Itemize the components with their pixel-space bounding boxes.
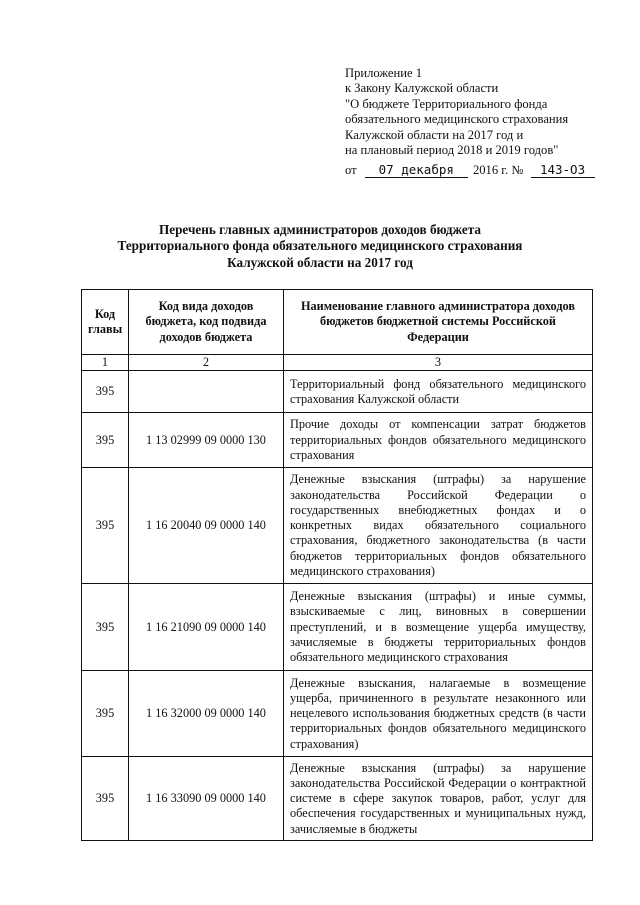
- table-row: [82, 584, 593, 671]
- header-revenue-code: Код вида доходов бюджета, код подвида доходов бюджета: [129, 290, 284, 355]
- chapter-cell: 395: [82, 584, 129, 671]
- law-number: 143-ОЗ: [531, 163, 595, 178]
- title-line: Территориального фонда обязательного медицинского страхования: [117, 238, 523, 254]
- code-cell: 1 16 20040 09 0000 140: [129, 468, 284, 584]
- code-cell: 1 16 32000 09 0000 140: [129, 671, 284, 757]
- appendix-line: обязательного медицинского страхования: [345, 112, 569, 127]
- title-line: Перечень главных администраторов доходов бюджета: [158, 222, 482, 237]
- chapter-cell: 395: [82, 468, 129, 584]
- code-cell: 1 16 33090 09 0000 140: [129, 757, 284, 841]
- header-chapter-code: Код главы: [82, 290, 129, 355]
- law-date: 07 декабря: [365, 163, 468, 178]
- document-title: [90, 222, 550, 271]
- table-row: [82, 371, 593, 413]
- administrators-table: [81, 289, 593, 841]
- column-number: 2: [129, 355, 284, 371]
- chapter-cell: 395: [82, 671, 129, 757]
- chapter-cell: 395: [82, 757, 129, 841]
- column-number-row: [82, 355, 593, 371]
- table-row: [82, 413, 593, 468]
- code-cell: [129, 371, 284, 413]
- appendix-line: Калужской области на 2017 год и: [345, 127, 524, 142]
- appendix-line: на плановый период 2018 и 2019 годов": [345, 143, 559, 158]
- year-label: 2016 г. №: [472, 163, 524, 177]
- name-cell: Территориальный фонд обязательного медицинского страхования Калужской области: [284, 371, 593, 413]
- chapter-cell: 395: [82, 371, 129, 413]
- name-cell: Денежные взыскания (штрафы) и иные суммы, взыскиваемые с лиц, виновных в совершении преступлений, и в возмещение ущерба имуществу, зачисляемые в бюджеты территориальных фондов обязательного медицинского страхования: [284, 584, 593, 671]
- name-cell: Денежные взыскания, налагаемые в возмещение ущерба, причиненного в результате незаконного или нецелевого использования бюджетных средств (в части территориальных фондов обязательного медицинского страхования): [284, 671, 593, 757]
- table-row: [82, 468, 593, 584]
- appendix-line: Приложение 1: [345, 66, 423, 80]
- table-header-row: [82, 290, 593, 355]
- code-cell: 1 16 21090 09 0000 140: [129, 584, 284, 671]
- column-number: 3: [284, 355, 593, 371]
- header-administrator-name: Наименование главного администратора доходов бюджетов бюджетной системы Российской Федерации: [284, 290, 593, 355]
- name-cell: Денежные взыскания (штрафы) за нарушение законодательства Российской Федерации о государственных внебюджетных фондах и о конкретных видах обязательного социального страхования, бюджетного законодательства (в части бюджетов территориальных фондов обязательного медицинского страхования): [284, 468, 593, 584]
- code-cell: 1 13 02999 09 0000 130: [129, 413, 284, 468]
- appendix-header: [345, 66, 625, 158]
- name-cell: Денежные взыскания (штрафы) за нарушение законодательства Российской Федерации о контрактной системе в сфере закупок товаров, работ, услуг для обеспечения государственных и муниципальных нужд, зачисляемые в бюджеты: [284, 757, 593, 841]
- table-row: [82, 671, 593, 757]
- appendix-line: "О бюджете Территориального фонда: [345, 96, 548, 111]
- law-reference: [345, 162, 625, 178]
- column-number: 1: [82, 355, 129, 371]
- chapter-cell: 395: [82, 413, 129, 468]
- from-label: от: [345, 163, 357, 177]
- appendix-line: к Закону Калужской области: [345, 81, 499, 96]
- name-cell: Прочие доходы от компенсации затрат бюджетов территориальных фондов обязательного медицинского страхования: [284, 413, 593, 468]
- title-line: Калужской области на 2017 год: [227, 254, 413, 270]
- table-row: [82, 757, 593, 841]
